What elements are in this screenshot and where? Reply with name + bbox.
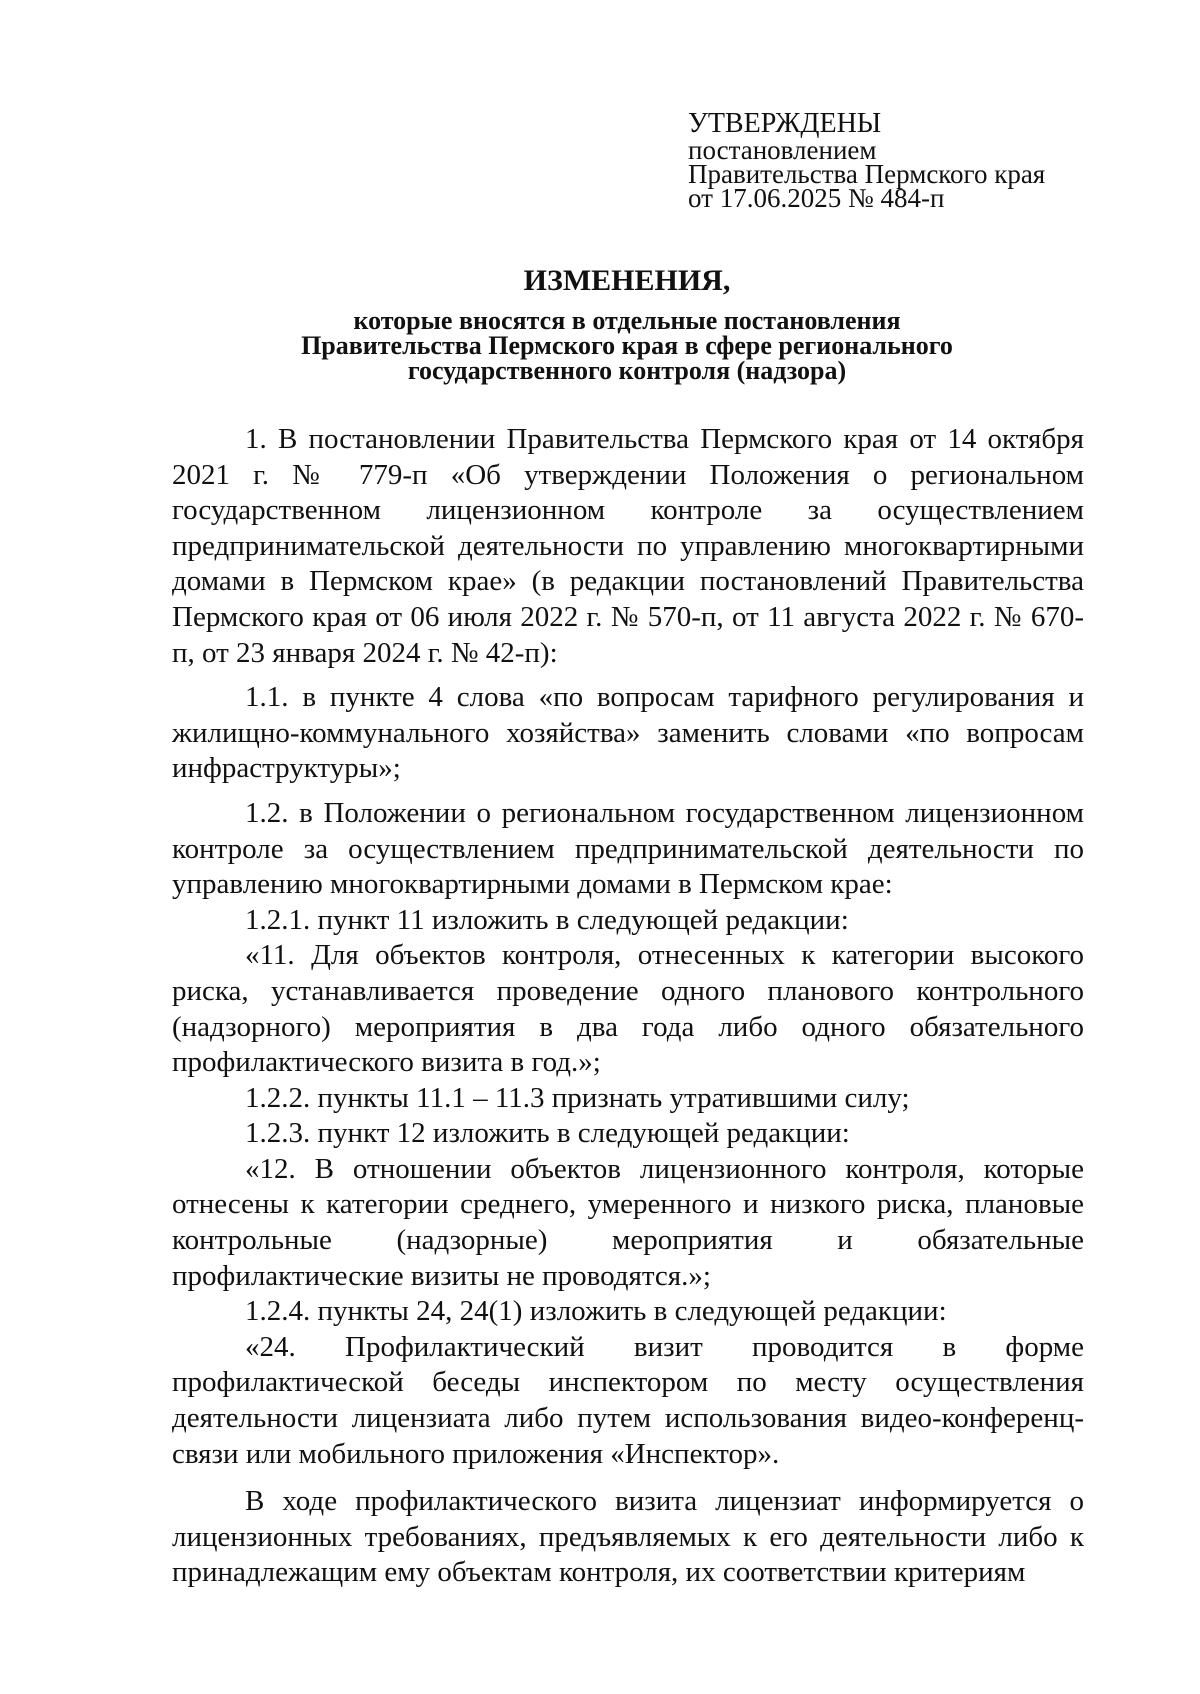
paragraph: «11. Для объектов контроля, отнесенных к категории высокого риска, устанавливается проведение одного планового контрольного (надзорного) мероприятия в два года либо одного обязательного профилактического визита в год.»;: [172, 939, 1084, 1079]
subtitle-line: государственного контроля (надзора): [407, 356, 847, 385]
paragraph: В ходе профилактического визита лицензиат информируется о лицензионных требованиях, предъявляемых к его деятельности либо к принадлежащим ему объектам контроля, их соответствии критериям: [172, 1485, 1084, 1589]
paragraph: «24. Профилактический визит проводится в форме профилактической беседы инспектором по месту осуществления деятельности лицензиата либо путем использования видео-конференц-связи или мобильного приложения «Инспектор».: [172, 1330, 1084, 1470]
document-subtitle: [0, 308, 1200, 383]
paragraph: «12. В отношении объектов лицензионного контроля, которые отнесены к категории среднего, умеренного и низкого риска, плановые контрольные (надзорные) мероприятия и обязательные профилактические визиты не проводятся.»;: [172, 1152, 1084, 1292]
subtitle-line: которые вносятся в отдельные постановления: [353, 306, 901, 335]
approval-heading: УТВЕРЖДЕНЫ: [688, 108, 882, 139]
paragraph: 1.2. в Положении о региональном государственном лицензионном контроле за осуществлением предпринимательской деятельности по управлению многоквартирными домами в Пермском крае:: [172, 796, 1084, 901]
paragraph: 1.2.1. пункт 11 изложить в следующей редакции:: [245, 903, 849, 936]
document-title: ИЗМЕНЕНИЯ,: [523, 264, 731, 297]
paragraph: 1.2.2. пункты 11.1 – 11.3 признать утратившими силу;: [245, 1081, 910, 1114]
approval-date-number: от 17.06.2025 № 484-п: [688, 183, 945, 213]
paragraph: 1. В постановлении Правительства Пермского края от 14 октября 2021 г. № 779-п «Об утверждении Положения о региональном государственном лицензионном контроле за осуществлением предпринимательской деятельности по управлению многоквартирными домами в Пермском крае» (в редакции постановлений Правительства Пермского края от 06 июля 2022 г. № 570-п, от 11 августа 2022 г. № 670-п, от 23 января 2024 г. № 42-п):: [172, 423, 1084, 669]
paragraph: 1.1. в пункте 4 слова «по вопросам тарифного регулирования и жилищно-коммунального хозяйства» заменить словами «по вопросам инфраструктуры»;: [172, 681, 1084, 785]
paragraph: 1.2.4. пункты 24, 24(1) изложить в следующей редакции:: [245, 1295, 947, 1328]
paragraph: 1.2.3. пункт 12 изложить в следующей редакции:: [245, 1117, 850, 1150]
subtitle-line: Правительства Пермского края в сфере регионального: [301, 331, 953, 360]
document-body: [172, 422, 1084, 1591]
approval-line: постановлением: [688, 135, 877, 165]
approval-line: Правительства Пермского края: [688, 159, 1046, 189]
approval-block: [688, 108, 1108, 213]
